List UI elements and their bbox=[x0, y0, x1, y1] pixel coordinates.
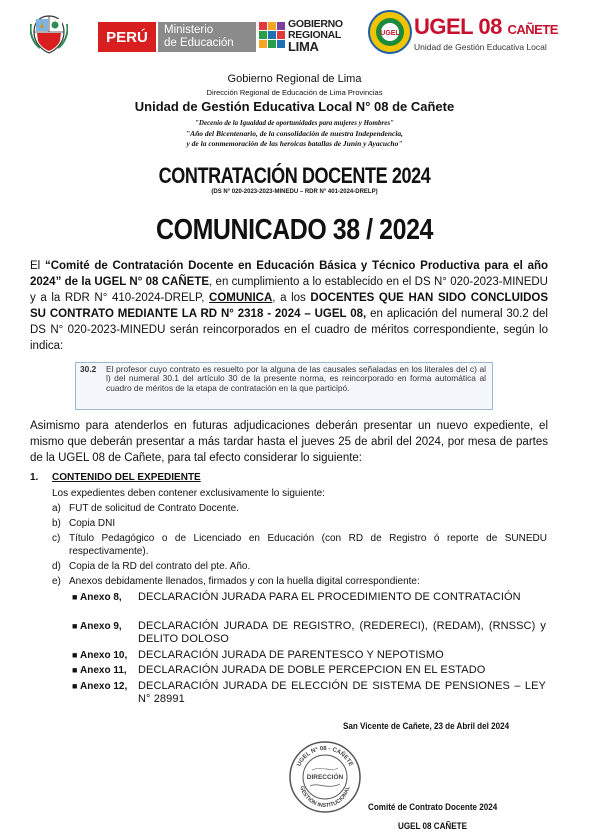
minedu-logo bbox=[158, 22, 256, 52]
minedu-line2: de Educación bbox=[164, 37, 234, 49]
peru-logo bbox=[98, 22, 156, 52]
p1-text-c: , en cumplimiento a lo establecido en el DS N° 020-2023-MINEDU y a la RDR N° 410-2024-DRELP, bbox=[30, 276, 548, 304]
anio-line-1: "Año del Bicentenario, de la consolidación de nuestra Independencia, bbox=[185, 129, 404, 138]
anexo-label: Anexo 12, bbox=[80, 681, 128, 692]
ugel-title-small: CAÑETE bbox=[507, 22, 558, 37]
list-letter: d) bbox=[52, 561, 61, 572]
direccion-regional-heading: Dirección Regional de Educación de Lima Provincias bbox=[206, 88, 383, 97]
comunicado-title: COMUNICADO 38 / 2024 bbox=[156, 214, 433, 246]
contratacion-title: CONTRATACIÓN DOCENTE 2024 bbox=[158, 163, 431, 188]
stamp-top-text: UGEL N° 08 - CAÑETE bbox=[296, 745, 354, 768]
list-letter: c) bbox=[52, 533, 61, 544]
list-letter: e) bbox=[52, 576, 61, 587]
bullet-icon: ■ bbox=[72, 621, 78, 631]
list-letter: b) bbox=[52, 518, 61, 529]
gobierno-regional-mark-icon bbox=[258, 20, 286, 50]
list-text: Copia de la RD del contrato del pte. Año. bbox=[69, 561, 251, 572]
anio-line-2: y de la conmemoración de las heroicas batallas de Junín y Ayacucho" bbox=[186, 139, 403, 148]
list-text: Copia DNI bbox=[69, 518, 116, 529]
list-text: Anexos debidamente llenados, firmados y con la huella digital correspondiente: bbox=[69, 576, 420, 587]
norma-quote-box bbox=[75, 362, 493, 410]
anexo-label: Anexo 8, bbox=[80, 592, 122, 603]
peru-coat-of-arms-icon bbox=[30, 14, 68, 54]
gobierno-regional-text bbox=[288, 19, 343, 53]
gobierno-regional-heading: Gobierno Regional de Lima bbox=[227, 73, 362, 85]
list-text: Título Pedagógico o de Licenciado en Educación (con RD de Registro ó reporte de SUNEDU respectivamente). bbox=[69, 533, 547, 557]
p1-text-e: , a los bbox=[272, 292, 311, 304]
anexo-label: Anexo 9, bbox=[80, 621, 122, 632]
decenio-line: "Decenio de la Igualdad de oportunidades para mujeres y Hombres" bbox=[195, 119, 394, 127]
paragraph-intro bbox=[30, 258, 548, 354]
stamp-center-text: DIRECCIÓN bbox=[306, 774, 344, 781]
bullet-icon: ■ bbox=[72, 681, 78, 691]
anexo-text: DECLARACIÓN JURADA PARA EL PROCEDIMIENTO DE CONTRATACIÓN bbox=[138, 591, 521, 603]
anexo-text: DECLARACIÓN JURADA DE REGISTRO, (REDERECI), (REDAM), (RNSSC) y DELITO DOLOSO bbox=[138, 620, 546, 645]
p1-docentes: DOCENTES QUE HAN SIDO CONCLUIDOS SU CONTRATO MEDIANTE LA RD N° 2318 - 2024 – UGEL 08, bbox=[30, 292, 548, 320]
p1-committee: “Comité de Contratación Docente en Educación Básica y Técnico Productiva para el año 2024” de la UGEL N° 08 CAÑETE bbox=[30, 260, 549, 288]
bullet-icon: ■ bbox=[72, 650, 78, 660]
ugel-subtitle: Unidad de Gestión Educativa Local bbox=[414, 42, 547, 52]
stamp-bottom-text: GESTIÓN INSTITUCIONAL bbox=[298, 785, 352, 810]
gobierno-line1: GOBIERNO bbox=[288, 18, 343, 30]
p1-text-g: en aplicación del numeral 30.2 del DS N° 020-2023-MINEDU serán reincorporados en el cuadro de méritos correspondiente, según lo indica: bbox=[30, 308, 548, 352]
peru-label: PERÚ bbox=[106, 28, 148, 46]
anexo-label: Anexo 11, bbox=[80, 665, 127, 676]
anexo-text: DECLARACIÓN JURADA DE ELECCIÓN DE SISTEMA DE PENSIONES – LEY N° 28991 bbox=[138, 680, 546, 705]
director-stamp-icon bbox=[288, 740, 362, 814]
ugel-title-main: UGEL 08 bbox=[414, 14, 502, 39]
anexo-label: Anexo 10, bbox=[80, 650, 128, 661]
logo-header bbox=[24, 8, 565, 60]
section-number: 1. bbox=[30, 472, 39, 483]
section-title: CONTENIDO DEL EXPEDIENTE bbox=[52, 472, 201, 483]
section-intro: Los expedientes deben contener exclusivamente lo siguiente: bbox=[52, 488, 325, 499]
anexo-text: DECLARACIÓN JURADA DE DOBLE PERCEPCION EN EL ESTADO bbox=[138, 664, 486, 676]
list-letter: a) bbox=[52, 503, 61, 514]
ugel-signature: UGEL 08 CAÑETE bbox=[398, 821, 467, 832]
gobierno-line2: REGIONAL bbox=[288, 28, 342, 41]
ugel-title bbox=[414, 14, 558, 40]
anexo-text: DECLARACIÓN JURADA DE PARENTESCO Y NEPOTISMO bbox=[138, 649, 444, 661]
quote-number: 30.2 bbox=[80, 364, 97, 374]
gobierno-line3: LIMA bbox=[288, 39, 319, 54]
bullet-icon: ■ bbox=[72, 592, 78, 602]
ds-reference: (DS N° 020-2023-2023-MINEDU – RDR N° 401-2024-DRELP) bbox=[211, 189, 378, 195]
list-text: FUT de solicitud de Contrato Docente. bbox=[69, 503, 239, 514]
bullet-icon: ■ bbox=[72, 665, 78, 675]
place-date: San Vicente de Cañete, 23 de Abril del 2024 bbox=[343, 721, 510, 732]
ugel-seal-icon bbox=[368, 10, 412, 54]
p1-text-a: El bbox=[30, 260, 45, 272]
p1-comunica: COMUNICA bbox=[209, 292, 273, 304]
unidad-gestion-heading: Unidad de Gestión Educativa Local N° 08 de Cañete bbox=[134, 99, 455, 114]
gobierno-regional-lima-logo bbox=[258, 18, 343, 54]
minedu-line1: Ministerio bbox=[164, 24, 214, 36]
committee-signature: Comité de Contrato Docente 2024 bbox=[368, 802, 498, 813]
ugel-seal-text: UGEL bbox=[380, 30, 400, 37]
paragraph-asimismo: Asimismo para atenderlos en futuras adjudicaciones deberán presentar un nuevo expediente, el mismo que deberán presentar a más tardar hasta el jueves 25 de abril del 2024, por mesa de partes de la UGEL 08 de Cañete, para tal efecto considerar lo siguiente: bbox=[30, 420, 548, 464]
quote-text: El profesor cuyo contrato es resuelto por la alguna de las causales señaladas en los literales del c) al l) del numeral 30.1 del artículo 30 de la presente norma, es reincorporado en forma automática al cuadro de méritos de la etapa de contratación en la que participó. bbox=[106, 364, 486, 393]
